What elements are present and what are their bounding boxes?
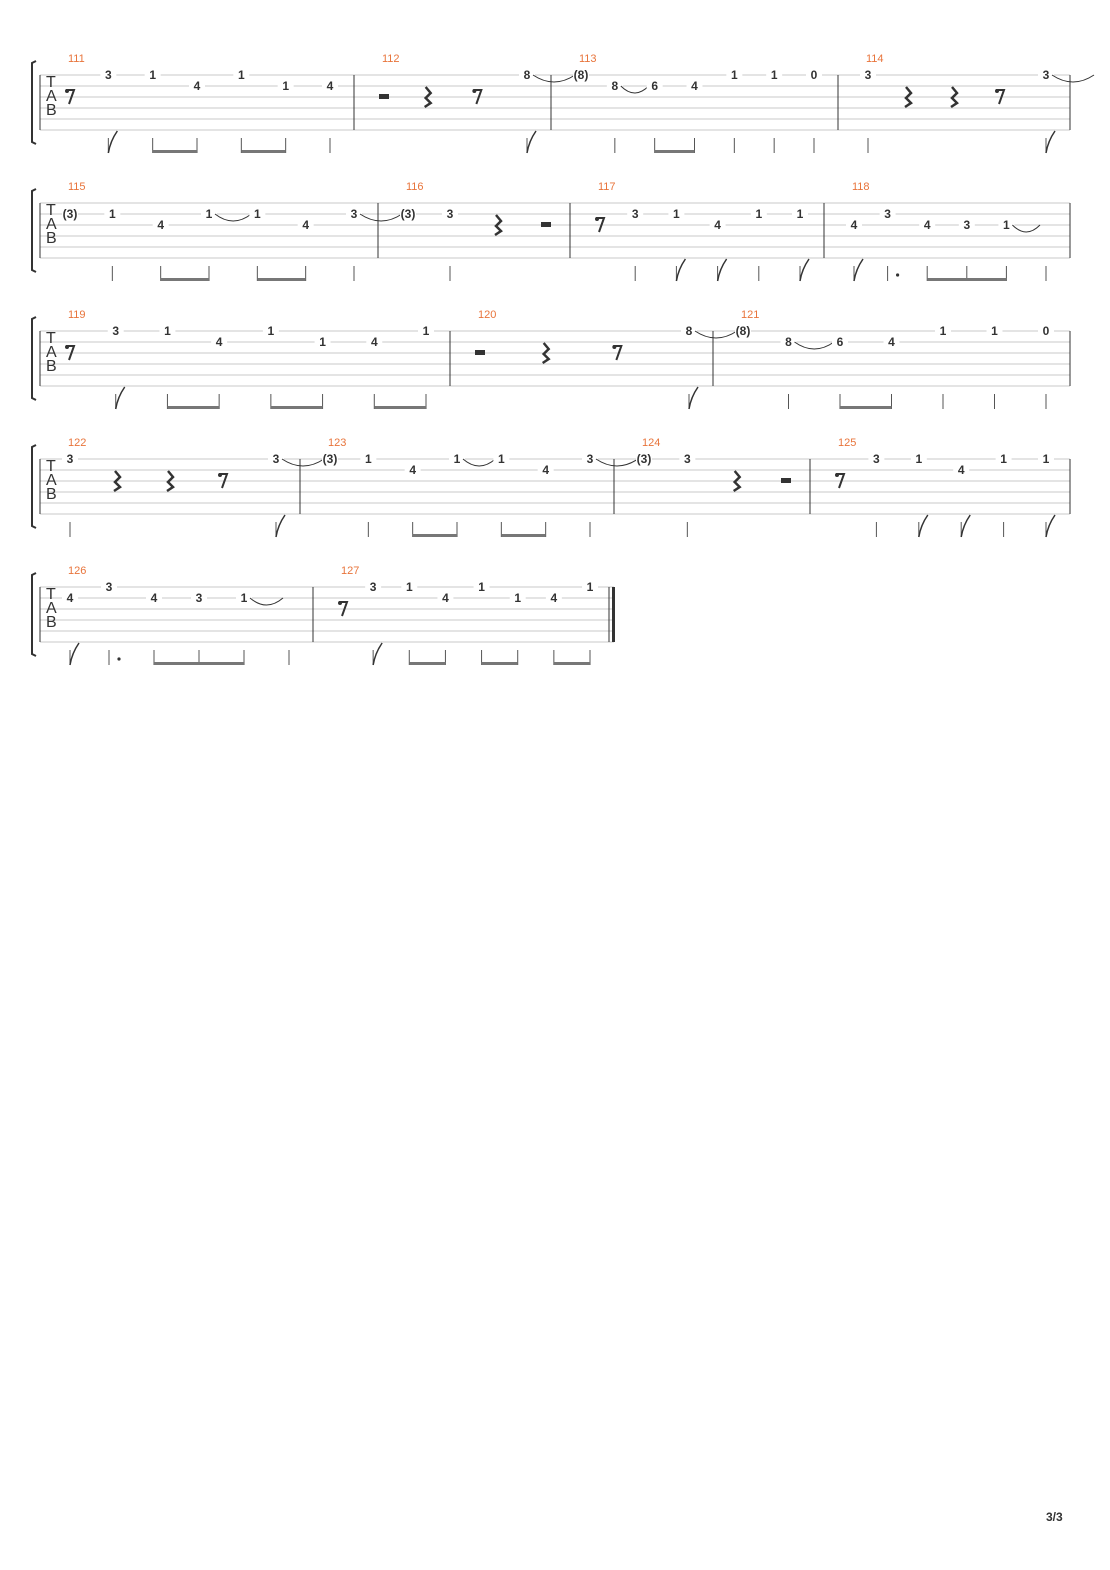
fret-number: 1 — [205, 207, 213, 221]
tab-clef-letter: B — [46, 614, 57, 631]
fret-number: (3) — [62, 207, 78, 221]
eighth-flag — [961, 515, 970, 537]
measure-number: 126 — [68, 565, 87, 577]
measure-number: 112 — [382, 53, 400, 65]
tab-clef-letter: B — [46, 230, 57, 247]
fret-number: 3 — [195, 591, 203, 605]
fret-number: 4 — [215, 335, 223, 349]
fret-number: 4 — [550, 591, 558, 605]
fret-number: 3 — [272, 452, 280, 466]
tab-clef-letter: A — [46, 472, 57, 489]
fret-number: 4 — [850, 218, 858, 232]
final-barline-thick — [612, 587, 615, 642]
eighth-flag — [70, 643, 79, 665]
fret-number: 1 — [422, 324, 430, 338]
tab-clef-letter: A — [46, 216, 57, 233]
half-rest — [541, 222, 551, 227]
fret-number: 1 — [586, 580, 594, 594]
eighth-flag — [800, 259, 809, 281]
fret-number: 1 — [1000, 452, 1007, 466]
eighth-flag — [116, 387, 125, 409]
fret-number: 3 — [884, 207, 891, 221]
tab-clef-letter: T — [46, 586, 56, 603]
tie — [250, 598, 283, 605]
fret-number: 4 — [302, 218, 310, 232]
dot — [117, 657, 120, 660]
fret-number: 4 — [442, 591, 449, 605]
measure-number: 122 — [68, 437, 87, 449]
fret-number: 3 — [446, 207, 454, 221]
beam — [374, 406, 426, 409]
page-number: 3/3 — [1046, 1510, 1063, 1524]
eighth-rest-dot — [995, 89, 999, 93]
measure-number: 123 — [328, 437, 347, 449]
beam — [840, 406, 892, 409]
fret-number: (3) — [636, 452, 652, 466]
tab-clef-letter: T — [46, 74, 56, 91]
measure-number: 120 — [478, 309, 497, 321]
eighth-flag — [1046, 131, 1055, 153]
fret-number: 8 — [785, 335, 792, 349]
eighth-flag — [373, 643, 382, 665]
tie — [695, 331, 737, 338]
eighth-flag — [689, 387, 698, 409]
measure-number: 125 — [838, 437, 857, 449]
tie — [1052, 75, 1094, 82]
eighth-flag — [276, 515, 285, 537]
fret-number: 8 — [523, 68, 531, 82]
eighth-flag — [108, 131, 117, 153]
eighth-rest-dot — [595, 217, 599, 221]
tie — [1012, 225, 1040, 232]
beam — [413, 534, 457, 537]
fret-number: 1 — [755, 207, 763, 221]
fret-number: 1 — [149, 68, 157, 82]
fret-number: 1 — [108, 207, 116, 221]
system-bracket — [32, 61, 36, 144]
system-bracket — [32, 445, 36, 528]
fret-number: 1 — [364, 452, 372, 466]
system-bracket — [32, 189, 36, 272]
fret-number: 1 — [770, 68, 778, 82]
beam — [409, 662, 445, 665]
measure-number: 111 — [68, 53, 85, 65]
fret-number: 4 — [888, 335, 895, 349]
tie — [282, 459, 324, 466]
eighth-rest-dot — [218, 473, 222, 477]
fret-number: 3 — [963, 218, 971, 232]
tab-clef-letter: T — [46, 202, 56, 219]
system-bracket — [32, 573, 36, 656]
fret-number: 1 — [730, 68, 738, 82]
tie — [360, 214, 402, 221]
tie — [621, 86, 649, 93]
fret-number: 8 — [685, 324, 693, 338]
measure-number: 113 — [579, 53, 597, 65]
eighth-rest-dot — [65, 89, 69, 93]
tab-clef-letter: B — [46, 102, 57, 119]
fret-number: 0 — [1042, 324, 1050, 338]
eighth-flag — [676, 259, 685, 281]
fret-number: 3 — [369, 580, 377, 594]
measure-number: 116 — [406, 181, 424, 193]
tab-clef-letter: A — [46, 88, 57, 105]
fret-number: (3) — [322, 452, 338, 466]
fret-number: 1 — [673, 207, 680, 221]
eighth-flag — [1046, 515, 1055, 537]
fret-number: 4 — [923, 218, 931, 232]
fret-number: 4 — [691, 79, 698, 93]
fret-number: 1 — [253, 207, 261, 221]
fret-number: 1 — [991, 324, 998, 338]
beam — [482, 662, 518, 665]
fret-number: 1 — [939, 324, 947, 338]
tab-clef-letter: T — [46, 458, 56, 475]
fret-number: 1 — [405, 580, 413, 594]
fret-number: 0 — [810, 68, 818, 82]
fret-number: 3 — [683, 452, 691, 466]
fret-number: 1 — [915, 452, 923, 466]
fret-number: (3) — [400, 207, 416, 221]
eighth-flag — [854, 259, 863, 281]
fret-number: 4 — [150, 591, 158, 605]
fret-number: 3 — [104, 68, 112, 82]
fret-number: 4 — [409, 463, 417, 477]
tie — [795, 342, 835, 349]
fret-number: 1 — [497, 452, 505, 466]
dot — [896, 273, 899, 276]
fret-number: 1 — [319, 335, 326, 349]
beam — [153, 150, 197, 153]
measure-number: 121 — [741, 309, 760, 321]
fret-number: (8) — [573, 68, 589, 82]
eighth-rest-dot — [835, 473, 839, 477]
beam — [161, 278, 209, 281]
half-rest — [475, 350, 485, 355]
measure-number: 114 — [866, 53, 884, 65]
beam — [655, 150, 695, 153]
beam — [154, 662, 244, 665]
fret-number: 8 — [611, 79, 619, 93]
beam — [241, 150, 285, 153]
fret-number: 1 — [1042, 452, 1050, 466]
beam — [501, 534, 545, 537]
measure-number: 127 — [341, 565, 360, 577]
tie — [596, 459, 638, 466]
tab-clef-letter: B — [46, 486, 57, 503]
fret-number: 3 — [66, 452, 74, 466]
fret-number: 1 — [514, 591, 522, 605]
beam — [554, 662, 590, 665]
eighth-flag — [527, 131, 536, 153]
eighth-rest-dot — [472, 89, 476, 93]
tie — [215, 214, 251, 221]
fret-number: 3 — [873, 452, 880, 466]
tab-clef-letter: A — [46, 344, 57, 361]
measure-number: 115 — [68, 181, 86, 193]
fret-number: (8) — [735, 324, 751, 338]
fret-number: 4 — [66, 591, 74, 605]
eighth-flag — [718, 259, 727, 281]
measure-number: 118 — [852, 181, 870, 193]
fret-number: 3 — [631, 207, 639, 221]
tab-clef-letter: A — [46, 600, 57, 617]
eighth-flag — [919, 515, 928, 537]
fret-number: 3 — [112, 324, 120, 338]
fret-number: 3 — [864, 68, 872, 82]
fret-number: 1 — [267, 324, 275, 338]
fret-number: 4 — [542, 463, 550, 477]
fret-number: 1 — [796, 207, 804, 221]
fret-number: 4 — [957, 463, 965, 477]
fret-number: 3 — [586, 452, 594, 466]
fret-number: 4 — [157, 218, 165, 232]
eighth-rest-dot — [65, 345, 69, 349]
beam — [927, 278, 1006, 281]
tab-clef-letter: B — [46, 358, 57, 375]
eighth-rest-dot — [612, 345, 616, 349]
beam — [167, 406, 219, 409]
fret-number: 1 — [164, 324, 171, 338]
tab-clef-letter: T — [46, 330, 56, 347]
measure-number: 124 — [642, 437, 661, 449]
fret-number: 6 — [836, 335, 844, 349]
fret-number: 1 — [478, 580, 485, 594]
beam — [257, 278, 305, 281]
fret-number: 3 — [1042, 68, 1050, 82]
half-rest — [781, 478, 791, 483]
fret-number: 1 — [237, 68, 245, 82]
fret-number: 1 — [453, 452, 461, 466]
fret-number: 1 — [282, 79, 290, 93]
half-rest — [379, 94, 389, 99]
system-bracket — [32, 317, 36, 400]
fret-number: 6 — [651, 79, 659, 93]
fret-number: 4 — [370, 335, 378, 349]
measure-number: 117 — [598, 181, 616, 193]
beam — [271, 406, 323, 409]
fret-number: 3 — [350, 207, 358, 221]
fret-number: 1 — [240, 591, 248, 605]
tie — [463, 459, 495, 466]
eighth-rest-dot — [338, 601, 342, 605]
fret-number: 4 — [714, 218, 721, 232]
measure-number: 119 — [68, 309, 86, 321]
fret-number: 3 — [105, 580, 113, 594]
fret-number: 4 — [326, 79, 334, 93]
tie — [533, 75, 575, 82]
fret-number: 1 — [1003, 218, 1010, 232]
fret-number: 4 — [193, 79, 201, 93]
